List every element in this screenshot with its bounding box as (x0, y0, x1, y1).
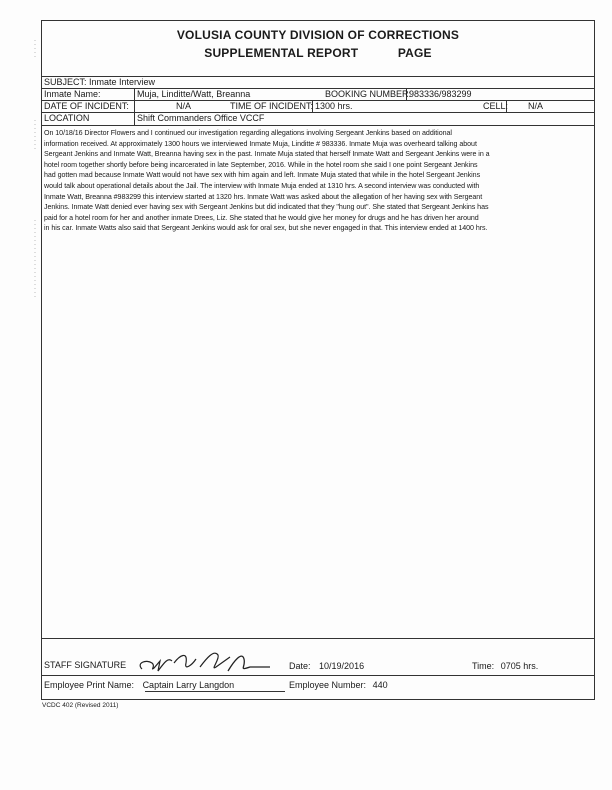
signature-date (289, 661, 364, 671)
time-of-incident-label: TIME OF INCIDENT: (230, 101, 313, 111)
narrative-line: had gotten mad because Inmate Watt would not have sex with him again and left. Inmate Muja stated that while in the hotel Sergeant Jenkins (44, 171, 481, 180)
inmate-name-value: Muja, Linditte/Watt, Breanna (137, 89, 251, 99)
employee-print-name-label: Employee Print Name: (44, 680, 135, 690)
narrative-line: Inmate Watt, Breanna #983299 this interview started at 1320 hrs. Inmate Watt was asked about the allegation of her having sex with Sergeant (44, 192, 483, 201)
report-title (42, 46, 594, 60)
employee-number-label: Employee Number: (289, 680, 367, 690)
signature-date-value: 10/19/2016 (319, 661, 365, 671)
divider (42, 88, 594, 89)
report-type: SUPPLEMENTAL REPORT (204, 46, 359, 60)
divider (42, 638, 594, 639)
signature-time (472, 661, 538, 671)
location-label: LOCATION (44, 113, 90, 123)
staff-signature-label: STAFF SIGNATURE (44, 660, 127, 670)
agency-title: VOLUSIA COUNTY DIVISION OF CORRECTIONS (176, 28, 460, 42)
signature-date-label: Date: (289, 661, 311, 671)
employee-print-name (44, 680, 234, 690)
signature-time-value: 0705 hrs. (500, 661, 539, 671)
narrative-line: information received. At approximately 1300 hours we interviewed Inmate Muja, Linditte # 983336. Inmate Muja was overheard talking about (44, 139, 477, 148)
narrative-line: paid for a hotel room for her and another inmate Drees, Liz. She stated that he would give her money for drugs and he has driven her around (44, 213, 479, 222)
narrative-line: Sergeant Jenkins and Inmate Watt, Breanna having sex in the past. Inmate Muja stated that herself Inmate Watt and Sergeant Jenkins were in a (44, 150, 490, 159)
booking-number-label: BOOKING NUMBER: (325, 89, 412, 99)
report-form (41, 20, 595, 700)
employee-print-name-value: Captain Larry Langdon (142, 680, 235, 690)
print-name-underline (145, 691, 285, 692)
booking-number-value: 983336/983299 (409, 89, 472, 99)
narrative-line: Jenkins. Inmate Watt denied ever having sex with Sergeant Jenkins but did indicated that they "hung out". She stated that Sergeant Jenkins has (44, 203, 489, 212)
subject-field: SUBJECT: Inmate Interview (44, 77, 156, 87)
location-value: Shift Commanders Office VCCF (137, 113, 265, 123)
form-code: VCDC 402 (Revised 2011) (42, 702, 119, 709)
date-of-incident-label: DATE OF INCIDENT: (44, 101, 129, 111)
binding-marks (33, 40, 37, 300)
narrative-line: in his car. Inmate Watts also said that Sergeant Jenkins would ask for oral sex, but she never engaged in that. This interview ended at 1400 hrs. (44, 224, 488, 233)
divider (42, 675, 594, 676)
signature-time-label: Time: (472, 661, 495, 671)
narrative-line: would talk about operational details about the Jail. The interview with Inmate Muja ended at 1310 hrs. A second interview was conducted with (44, 181, 480, 190)
narrative-line: On 10/18/16 Director Flowers and I continued our investigation regarding allegations involving Sergeant Jenkins based on additional (44, 129, 452, 137)
cell-label: CELL: (483, 101, 509, 111)
time-of-incident-value: 1300 hrs. (315, 101, 353, 111)
divider (42, 125, 594, 126)
signature (130, 641, 280, 677)
narrative (44, 128, 592, 234)
employee-number-value: 440 (372, 680, 388, 690)
divider (42, 112, 594, 113)
divider (134, 88, 135, 125)
inmate-name-label: Inmate Name: (44, 89, 101, 99)
employee-number (289, 680, 388, 690)
cell-value: N/A (528, 101, 544, 111)
page-label: PAGE (397, 46, 432, 60)
date-of-incident-value: N/A (176, 101, 192, 111)
narrative-line: hotel room together shortly before being incarcerated in late September, 2016. While in the hotel room she said I one point Sergeant Jenkins (44, 160, 478, 169)
